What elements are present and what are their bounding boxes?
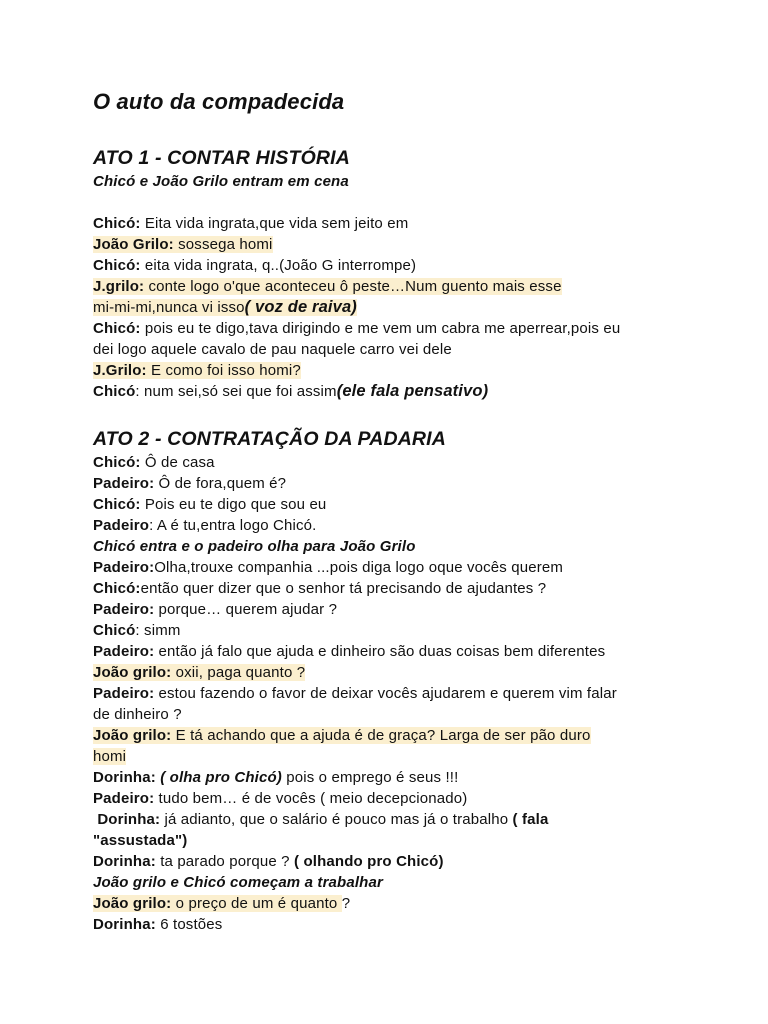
speaker-name: Chicó: — [93, 215, 141, 232]
speaker-name: Chicó: — [93, 496, 141, 513]
speaker-name: Chicó: — [93, 257, 141, 274]
document-title: O auto da compadecida — [93, 89, 345, 114]
dialogue-line — [93, 599, 683, 620]
speaker-name: Padeiro: — [93, 475, 155, 492]
speaker-name: Chicó: — [93, 454, 141, 471]
dialogue-text: mi-mi-mi,nunca vi isso — [93, 299, 245, 316]
dialogue-line — [93, 255, 683, 276]
speaker-name: João grilo: — [93, 727, 172, 744]
dialogue-text: o preço de um é quanto — [171, 895, 342, 912]
dialogue-text: conte logo o'que aconteceu ô peste…Num guento mais esse — [144, 278, 562, 295]
speaker-name: Padeiro — [93, 517, 150, 534]
dialogue-line — [93, 276, 683, 297]
dialogue-line — [93, 494, 683, 515]
speaker-name: Chicó — [93, 383, 136, 400]
speaker-name: Chicó: — [93, 580, 141, 597]
dialogue-text: : num sei,só sei que foi assim — [135, 383, 337, 400]
dialogue-text: Ô de fora,quem é? — [154, 475, 287, 492]
dialogue-line — [93, 914, 683, 935]
speaker-name: Padeiro: — [93, 601, 155, 618]
stage-direction: (ele fala pensativo) — [336, 382, 489, 400]
act1-heading: ATO 1 - CONTAR HISTÓRIA — [93, 147, 350, 169]
dialogue-line — [93, 767, 683, 788]
dialogue-line — [93, 515, 683, 536]
dialogue-text: E como foi isso homi? — [146, 362, 301, 379]
dialogue-text: : A é tu,entra logo Chicó. — [149, 517, 317, 534]
stage-direction: ( voz de raiva) — [244, 298, 357, 316]
act1-stage-direction: Chicó e João Grilo entram em cena — [93, 173, 349, 190]
dialogue-line — [93, 683, 683, 704]
speaker-name: Chicó — [93, 622, 136, 639]
speaker-name: J.grilo: — [93, 278, 145, 295]
dialogue-text: E tá achando que a ajuda é de graça? Larga de ser pão duro — [171, 727, 591, 744]
dialogue-text: então quer dizer que o senhor tá precisando de ajudantes ? — [140, 580, 547, 597]
dialogue-line — [93, 851, 683, 872]
dialogue-line — [93, 213, 683, 234]
dialogue-line — [93, 620, 683, 641]
dialogue-line-continued — [93, 830, 683, 851]
dialogue-line — [93, 452, 683, 473]
dialogue-line-continued — [93, 297, 683, 318]
dialogue-text: pois eu te digo,tava dirigindo e me vem um cabra me aperrear,pois eu — [140, 320, 621, 337]
dialogue-text: oxii, paga quanto ? — [171, 664, 306, 681]
dialogue-text: então já falo que ajuda e dinheiro são duas coisas bem diferentes — [154, 643, 606, 660]
dialogue-text: de dinheiro ? — [93, 706, 182, 723]
dialogue-text: 6 tostões — [155, 916, 223, 933]
document-page — [93, 87, 683, 935]
dialogue-text: tudo bem… é de vocês ( meio decepcionado) — [154, 790, 468, 807]
stage-direction: ( olhando pro Chicó) — [293, 853, 444, 870]
stage-direction: "assustada") — [93, 832, 188, 849]
speaker-name: Dorinha: — [93, 853, 156, 870]
dialogue-line — [93, 360, 683, 381]
speaker-name: Padeiro: — [93, 643, 155, 660]
dialogue-line — [93, 893, 683, 914]
speaker-name: João grilo: — [93, 895, 172, 912]
dialogue-text: Eita vida ingrata,que vida sem jeito em — [140, 215, 409, 232]
dialogue-text: Ô de casa — [140, 454, 215, 471]
dialogue-text: Olha,trouxe companhia ...pois diga logo oque vocês querem — [154, 559, 564, 576]
dialogue-line — [93, 578, 683, 599]
speaker-name: J.Grilo: — [93, 362, 147, 379]
speaker-name: Dorinha: — [93, 811, 161, 828]
dialogue-line — [93, 641, 683, 662]
act2-stage-direction: João grilo e Chicó começam a trabalhar — [93, 874, 383, 891]
dialogue-line — [93, 788, 683, 809]
dialogue-line-continued — [93, 746, 683, 767]
speaker-name: João Grilo: — [93, 236, 174, 253]
dialogue-text: já adianto, que o salário é pouco mas já o trabalho — [160, 811, 513, 828]
dialogue-line — [93, 809, 683, 830]
dialogue-text: pois o emprego é seus !!! — [281, 769, 459, 786]
dialogue-text: eita vida ingrata, q..(João G interrompe) — [140, 257, 417, 274]
speaker-name: Chicó: — [93, 320, 141, 337]
act2-stage-direction: Chicó entra e o padeiro olha para João Grilo — [93, 538, 416, 555]
speaker-name: Padeiro: — [93, 559, 155, 576]
dialogue-line — [93, 473, 683, 494]
speaker-name: João grilo: — [93, 664, 172, 681]
dialogue-line-continued — [93, 704, 683, 725]
dialogue-text: : simm — [135, 622, 181, 639]
speaker-name: Padeiro: — [93, 790, 155, 807]
act2-heading: ATO 2 - CONTRATAÇÃO DA PADARIA — [93, 428, 446, 450]
dialogue-line — [93, 318, 683, 339]
speaker-name: Dorinha: — [93, 769, 156, 786]
dialogue-text: dei logo aquele cavalo de pau naquele carro vei dele — [93, 341, 452, 358]
dialogue-text: Pois eu te digo que sou eu — [140, 496, 327, 513]
dialogue-text: porque… querem ajudar ? — [154, 601, 338, 618]
dialogue-line — [93, 381, 683, 402]
speaker-name: Padeiro: — [93, 685, 155, 702]
dialogue-text: homi — [93, 748, 127, 765]
dialogue-line-continued — [93, 339, 683, 360]
dialogue-text: estou fazendo o favor de deixar vocês ajudarem e querem vim falar — [154, 685, 617, 702]
dialogue-line — [93, 662, 683, 683]
dialogue-line — [93, 725, 683, 746]
stage-direction: ( olha pro Chicó) — [155, 769, 282, 786]
dialogue-text: ? — [341, 895, 351, 912]
dialogue-line — [93, 234, 683, 255]
stage-direction: ( fala — [512, 811, 549, 828]
dialogue-text: ta parado porque ? — [155, 853, 294, 870]
speaker-name: Dorinha: — [93, 916, 156, 933]
dialogue-line — [93, 557, 683, 578]
dialogue-text: sossega homi — [173, 236, 273, 253]
